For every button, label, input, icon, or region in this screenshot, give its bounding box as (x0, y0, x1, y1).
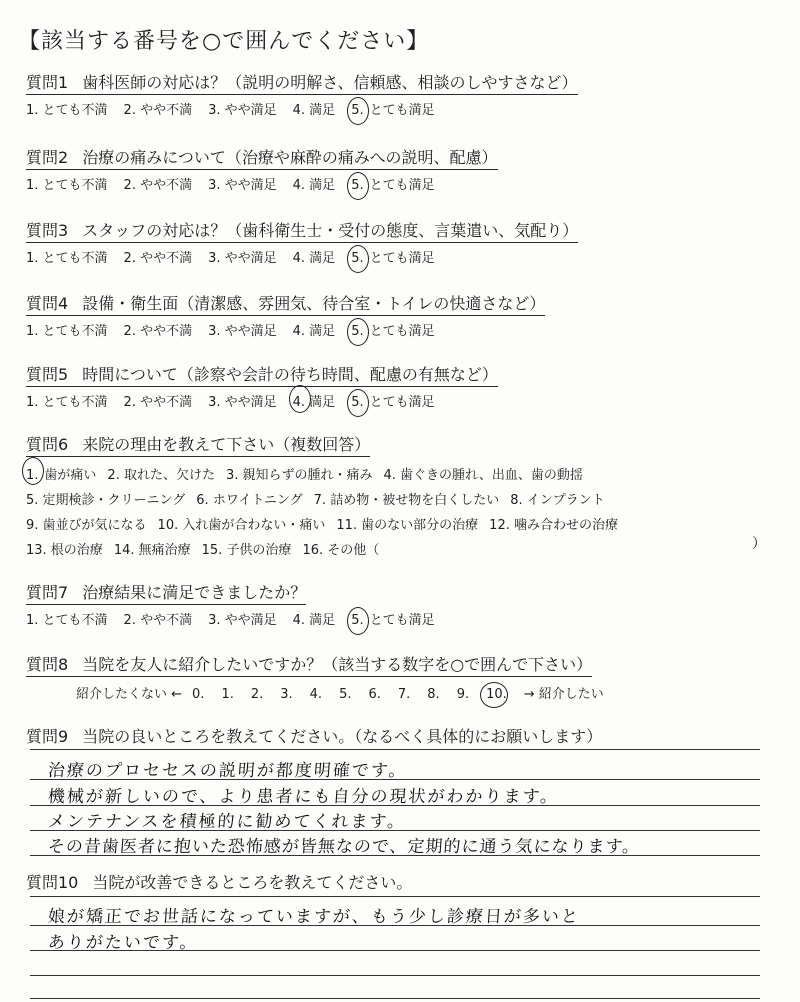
option-5-circled[interactable]: 5. (351, 613, 364, 628)
rating-options (26, 174, 498, 193)
question-3-heading (26, 218, 578, 243)
rating-options (26, 320, 545, 339)
question-10-heading (26, 870, 412, 894)
rating-options (26, 247, 578, 266)
question-text: 来院の理由を教えて下さい（複数回答） (82, 435, 371, 454)
question-6-heading (26, 432, 370, 457)
question-7-heading (26, 580, 306, 605)
option-4[interactable]: 4. 満足 (292, 613, 336, 628)
option-5-circled[interactable]: 5. (351, 251, 364, 266)
option-5-label: とても満足 (369, 613, 435, 628)
scale-7[interactable]: 7. (397, 687, 411, 702)
question-number: 質問3 (26, 221, 69, 240)
option-1[interactable]: 1. とても不満 (26, 178, 108, 193)
option-3[interactable]: 3. やや満足 (208, 613, 277, 628)
scale-10-circled[interactable]: 10. (486, 687, 507, 702)
reason-4[interactable]: 4. 歯ぐきの腫れ、出血、歯の動揺 (383, 468, 583, 483)
question-5-heading (26, 362, 498, 387)
question-10 (26, 870, 412, 894)
question-number: 質問9 (26, 727, 69, 746)
rating-options (26, 609, 451, 628)
reason-row (26, 513, 629, 538)
option-2[interactable]: 2. やや不満 (123, 103, 193, 118)
question-2-heading (26, 145, 498, 170)
option-2[interactable]: 2. やや不満 (123, 395, 193, 410)
scale-0[interactable]: 0. (192, 687, 205, 702)
question-text: 当院が改善できるところを教えてください。 (92, 873, 413, 892)
q9-answer-line-4: その昔歯医者に抱いた恐怖感が皆無なので、定期的に通う気になります。 (47, 837, 641, 857)
scale-5[interactable]: 5. (339, 687, 352, 702)
answer-line (30, 975, 760, 976)
rating-options (26, 391, 498, 410)
answer-line (30, 896, 760, 897)
option-1[interactable]: 1. とても不満 (26, 395, 108, 410)
option-2[interactable]: 2. やや不満 (123, 251, 193, 266)
question-text: 歯科医師の対応は？（説明の明解さ、信頼感、相談のしやすさなど） (82, 73, 578, 92)
question-8-heading (26, 652, 592, 677)
option-5-circled[interactable]: 5. (351, 103, 364, 118)
reason-3[interactable]: 3. 親知らずの腫れ・痛み (225, 468, 373, 483)
option-4[interactable]: 4. 満足 (292, 251, 336, 266)
scale-4[interactable]: 4. (309, 687, 323, 702)
question-1 (26, 70, 578, 118)
reason-10[interactable]: 10. 入れ歯が合わない・痛い (157, 518, 326, 533)
scale-1[interactable]: 1. (221, 687, 234, 702)
option-3[interactable]: 3. やや満足 (208, 251, 277, 266)
other-close-paren: ） (752, 536, 766, 552)
question-number: 質問2 (26, 148, 69, 167)
question-5 (26, 362, 498, 410)
option-5-label: とても満足 (369, 178, 435, 193)
reason-11[interactable]: 11. 歯のない部分の治療 (336, 518, 479, 533)
question-6 (26, 432, 629, 563)
question-text: 当院を友人に紹介したいですか？（該当する数字を○で囲んで下さい） (82, 655, 593, 674)
reason-7[interactable]: 7. 詰め物・被せ物を白くしたい (313, 493, 500, 508)
q10-answer-line-2: ありがたいです。 (47, 933, 200, 953)
option-5-circled[interactable]: 5. (351, 395, 364, 410)
scale-right-label: → 紹介したい (523, 687, 604, 702)
question-8 (26, 652, 614, 702)
question-2 (26, 145, 498, 193)
reason-row (26, 538, 629, 563)
scale-3[interactable]: 3. (280, 687, 293, 702)
option-2[interactable]: 2. やや不満 (123, 324, 193, 339)
question-number: 質問7 (26, 583, 69, 602)
question-text: 時間について（診察や会計の待ち時間、配慮の有無など） (82, 365, 498, 384)
option-5-label: とても満足 (369, 395, 435, 410)
reason-13[interactable]: 13. 根の治療 (26, 543, 103, 558)
option-5-circled[interactable]: 5. (351, 324, 364, 339)
option-5-circled[interactable]: 5. (351, 178, 364, 193)
reason-9[interactable]: 9. 歯並びが気になる (26, 518, 147, 533)
page-title: 【該当する番号を○で囲んでください】 (18, 29, 430, 54)
q9-answer-line-2: 機械が新しいので、より患者にも自分の現状がわかります。 (47, 787, 560, 807)
option-5-label: とても満足 (369, 324, 435, 339)
question-number: 質問8 (26, 655, 69, 674)
reason-14[interactable]: 14. 無痛治療 (113, 543, 191, 558)
question-number: 質問1 (26, 73, 69, 92)
reason-2[interactable]: 2. 取れた、欠けた (107, 468, 215, 483)
reason-1-circled[interactable]: 1. (26, 463, 38, 488)
reason-row (26, 463, 629, 488)
scale-9[interactable]: 9. (456, 687, 470, 702)
option-3[interactable]: 3. やや満足 (208, 395, 277, 410)
reason-6[interactable]: 6. ホワイトニング (196, 493, 303, 508)
option-4[interactable]: 4. 満足 (292, 324, 336, 339)
question-text: 設備・衛生面（清潔感、雰囲気、待合室・トイレの快適さなど） (82, 294, 546, 313)
recommend-scale (26, 683, 614, 702)
option-1[interactable]: 1. とても不満 (26, 251, 108, 266)
q9-answer-line-1: 治療のプロセセスの説明が都度明確です。 (47, 761, 409, 781)
question-text: スタッフの対応は？（歯科衛生士・受付の態度、言葉遣い、気配り） (82, 221, 579, 240)
option-1[interactable]: 1. とても不満 (26, 613, 108, 628)
reason-5[interactable]: 5. 定期検診・クリーニング (26, 493, 186, 508)
question-text: 当院の良いところを教えてください。（なるべく具体的にお願いします） (82, 727, 603, 746)
option-3[interactable]: 3. やや満足 (208, 324, 277, 339)
option-5-label: とても満足 (369, 103, 435, 118)
option-2[interactable]: 2. やや不満 (123, 613, 193, 628)
scale-8[interactable]: 8. (427, 687, 440, 702)
question-text: 治療の痛みについて（治療や麻酔の痛みへの説明、配慮） (82, 148, 498, 167)
question-4-heading (26, 291, 545, 316)
question-4 (26, 291, 545, 339)
scale-6[interactable]: 6. (368, 687, 381, 702)
question-9-heading (26, 724, 602, 748)
option-4[interactable]: 4. 満足 (292, 178, 336, 193)
reason-16-other[interactable]: 16. その他（ (302, 543, 380, 558)
question-number: 質問10 (26, 873, 79, 892)
reason-8[interactable]: 8. インプラント (510, 493, 605, 508)
question-7 (26, 580, 451, 628)
question-number: 質問5 (26, 365, 69, 384)
reason-15[interactable]: 15. 子供の治療 (201, 543, 292, 558)
q9-answer-line-3: メンテナンスを積極的に勧めてくれます。 (47, 812, 407, 832)
reason-options (26, 463, 629, 563)
question-number: 質問6 (26, 435, 69, 454)
answer-line (30, 749, 760, 750)
option-1[interactable]: 1. とても不満 (26, 324, 108, 339)
option-5-label: とても満足 (369, 251, 435, 266)
reason-12[interactable]: 12. 噛み合わせの治療 (489, 518, 618, 533)
rating-options (26, 99, 578, 118)
reason-1-label: 歯が痛い (44, 468, 97, 483)
option-2[interactable]: 2. やや不満 (123, 178, 193, 193)
q10-answer-line-1: 娘が矯正でお世話になっていますが、もう少し診療日が多いと (47, 907, 581, 927)
question-number: 質問4 (26, 294, 69, 313)
option-4[interactable]: 4. 満足 (292, 103, 336, 118)
option-4-circled[interactable]: 4. 満足 (293, 391, 336, 410)
question-9 (26, 724, 602, 748)
scale-left-label: 紹介したくない ← (76, 687, 183, 702)
scale-2[interactable]: 2. (250, 687, 264, 702)
option-1[interactable]: 1. とても不満 (26, 103, 108, 118)
question-3 (26, 218, 578, 266)
option-3[interactable]: 3. やや満足 (208, 178, 277, 193)
question-text: 治療結果に満足できましたか？ (82, 583, 307, 602)
answer-line (30, 998, 760, 999)
question-1-heading (26, 70, 578, 95)
reason-row (26, 488, 629, 513)
option-3[interactable]: 3. やや満足 (208, 103, 277, 118)
